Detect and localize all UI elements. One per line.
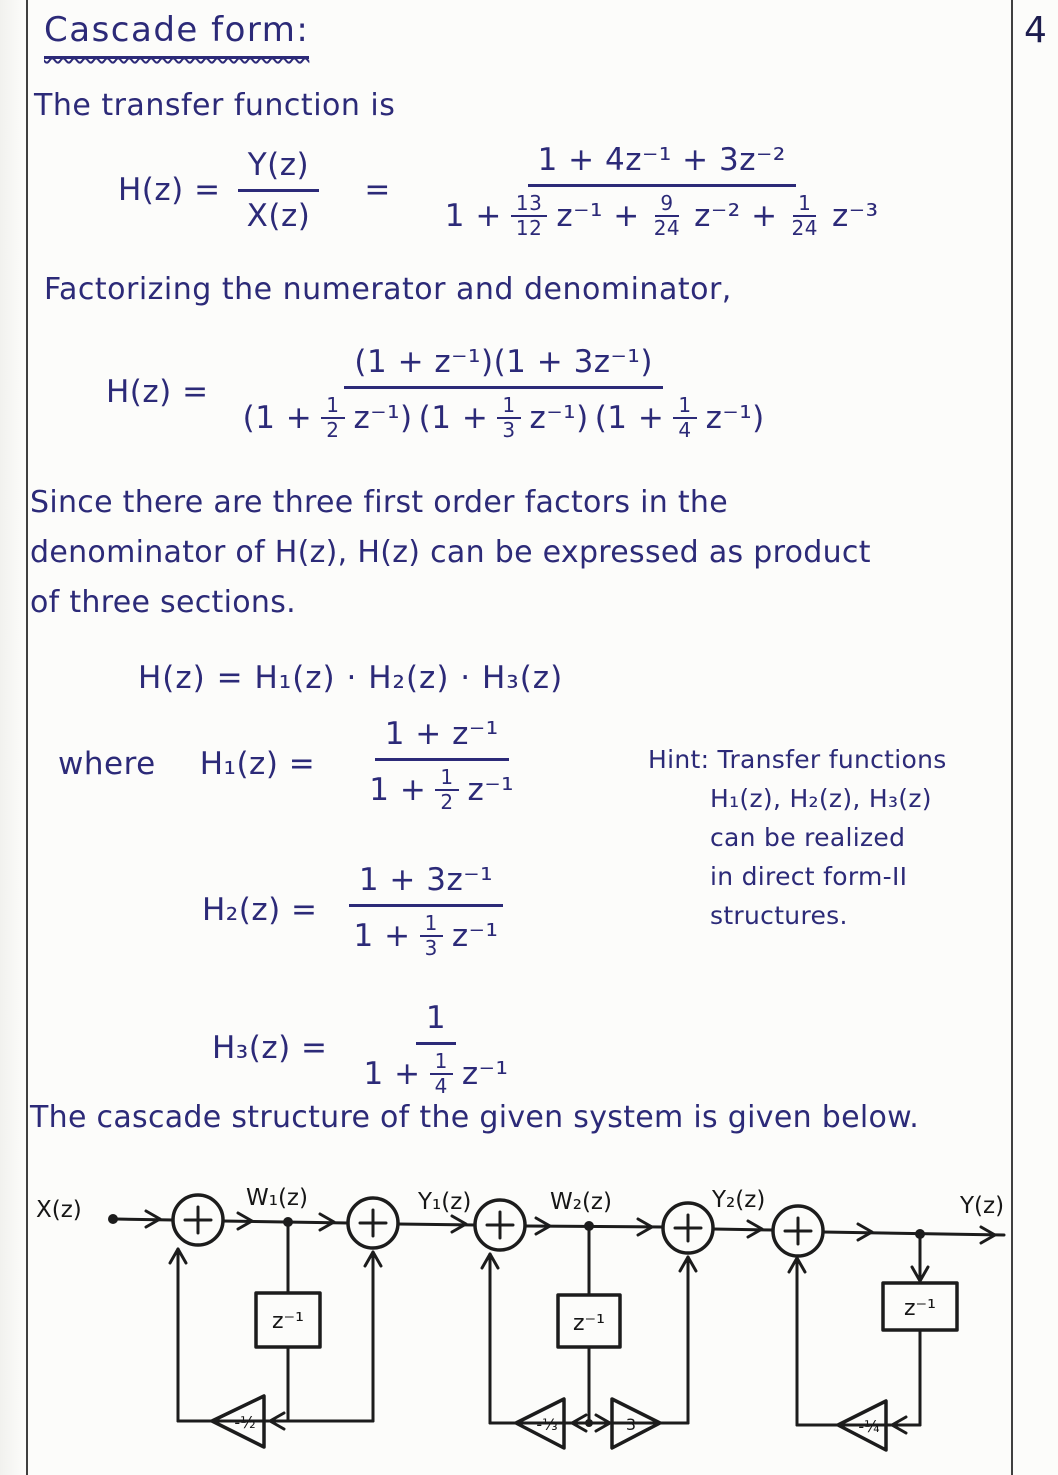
sfrac-den: 12 <box>515 216 543 240</box>
sfrac-den: 3 <box>424 936 438 960</box>
den-term: z⁻¹ <box>451 918 499 954</box>
den-fraction-1-4 <box>430 1051 453 1097</box>
h2-denominator <box>344 907 509 959</box>
ratio-y-over-x <box>237 145 321 234</box>
sfrac-den: 2 <box>326 418 340 442</box>
den-term: 1 + <box>444 198 502 234</box>
page-number: 4 <box>1024 10 1047 51</box>
equation-transfer-function <box>118 140 889 239</box>
delay-label-3: z⁻¹ <box>904 1296 936 1321</box>
sfrac-den: 2 <box>440 790 454 814</box>
explanation-paragraph <box>30 478 871 628</box>
den-fraction-1-3 <box>420 913 443 959</box>
input-node <box>108 1214 118 1224</box>
den-term: 1 + <box>369 772 427 808</box>
sfrac-num: 1 <box>673 395 696 419</box>
hint-line: H₁(z), H₂(z), H₃(z) <box>710 784 932 813</box>
den-term: z⁻¹ <box>461 1056 509 1092</box>
h3-fraction <box>354 998 519 1097</box>
delay-label-2: z⁻¹ <box>573 1311 605 1336</box>
den-fraction-1-2 <box>321 395 344 441</box>
sfrac-den: 24 <box>791 216 818 240</box>
adder-3 <box>475 1200 525 1250</box>
y1-signal-label: Y₁(z) <box>418 1189 472 1215</box>
hint-note <box>648 740 947 935</box>
adder-4 <box>663 1203 713 1253</box>
hint-line: in direct form-II <box>710 862 908 891</box>
ratio-numerator: Y(z) <box>238 145 319 192</box>
equation-factored <box>106 342 775 441</box>
den-term: (1 + <box>242 400 313 436</box>
den-term: z⁻¹) <box>529 400 589 436</box>
den-term: z⁻¹) <box>705 400 765 436</box>
den-term: (1 + <box>594 400 665 436</box>
hint-line: can be realized <box>710 823 906 852</box>
sfrac-den: 3 <box>502 418 516 442</box>
equals-sign: = <box>364 171 391 208</box>
den-fraction-1-2 <box>435 767 458 813</box>
h3-numerator: 1 <box>416 998 456 1045</box>
gain-label-3: 3 <box>625 1415 637 1434</box>
ratio-denominator: X(z) <box>246 198 311 234</box>
heading-cascade-form: Cascade form: <box>44 10 309 59</box>
plus-icon <box>487 1212 513 1238</box>
sfrac-den: 4 <box>434 1074 448 1098</box>
adder-5 <box>773 1206 823 1256</box>
sfrac-num: 1 <box>430 1051 453 1075</box>
den-term: 1 + <box>353 918 411 954</box>
adder-2 <box>348 1198 398 1248</box>
h2-numerator: 1 + 3z⁻¹ <box>349 860 503 907</box>
paragraph-line: of three sections. <box>30 585 296 620</box>
y2-signal-label: Y₂(z) <box>712 1187 766 1213</box>
equation-h3 <box>212 998 518 1097</box>
equation-product-form: H(z) = H₁(z) · H₂(z) · H₃(z) <box>138 660 564 696</box>
equation-h1 <box>58 714 524 813</box>
w1-signal-label: W₁(z) <box>246 1185 308 1211</box>
sfrac-num: 1 <box>435 767 458 791</box>
eq-factored-lhs: H(z) = <box>106 373 209 410</box>
delay-label-1: z⁻¹ <box>272 1309 304 1334</box>
plus-icon <box>360 1210 386 1236</box>
transfer-fraction <box>435 140 889 239</box>
den-term: z⁻³ <box>832 198 879 234</box>
sfrac-num: 1 <box>420 913 443 937</box>
sfrac-num: 9 <box>655 193 678 217</box>
h2-fraction <box>344 860 509 959</box>
gain-label-4: -¼ <box>858 1417 880 1436</box>
intro-line: The transfer function is <box>34 88 396 123</box>
w2-signal-label: W₂(z) <box>550 1189 612 1215</box>
factored-denominator <box>233 389 775 441</box>
sfrac-num: 13 <box>511 193 547 217</box>
den-term: z⁻¹ <box>467 772 515 808</box>
plus-icon <box>675 1215 701 1241</box>
den-fraction-1-4 <box>673 395 696 441</box>
den-term: z⁻¹ + <box>556 198 640 234</box>
closing-line: The cascade structure of the given system is given below. <box>30 1100 920 1135</box>
eq-main-lhs: H(z) = <box>118 171 221 208</box>
hint-line: Hint: Transfer functions <box>648 745 947 774</box>
paragraph-line: denominator of H(z), H(z) can be expressed as product <box>30 535 871 570</box>
sfrac-den: 4 <box>678 418 692 442</box>
den-term: 1 + <box>363 1056 421 1092</box>
equation-h2 <box>202 860 508 959</box>
gain-label-2: -⅓ <box>536 1415 558 1434</box>
where-label: where <box>58 745 156 782</box>
transfer-denominator <box>435 187 889 239</box>
hint-line: structures. <box>710 901 848 930</box>
paragraph-line: Since there are three first order factors in the <box>30 485 728 520</box>
den-fraction-9-24 <box>649 193 685 239</box>
sfrac-den: 24 <box>653 216 681 240</box>
den-fraction-13-12 <box>511 193 547 239</box>
output-signal-label: Y(z) <box>960 1193 1005 1219</box>
h1-numerator: 1 + z⁻¹ <box>375 714 509 761</box>
transfer-numerator: 1 + 4z⁻¹ + 3z⁻² <box>528 140 796 187</box>
factored-numerator: (1 + z⁻¹)(1 + 3z⁻¹) <box>344 342 663 389</box>
plus-icon <box>185 1207 211 1233</box>
plus-icon <box>785 1218 811 1244</box>
den-term: z⁻¹) <box>353 400 413 436</box>
input-signal-label: X(z) <box>36 1197 82 1223</box>
h3-denominator <box>354 1045 519 1097</box>
gain-label-1: -½ <box>234 1413 256 1432</box>
den-term: (1 + <box>418 400 489 436</box>
sfrac-num: 1 <box>321 395 344 419</box>
h1-lhs: H₁(z) = <box>199 745 316 782</box>
factorizing-line: Factorizing the numerator and denominator, <box>44 272 732 307</box>
sfrac-num: 1 <box>793 193 816 217</box>
section3-wires <box>789 1234 928 1433</box>
den-fraction-1-3 <box>497 395 520 441</box>
h1-fraction <box>359 714 524 813</box>
h3-lhs: H₃(z) = <box>212 1029 328 1066</box>
den-term: z⁻² + <box>694 198 778 234</box>
h2-lhs: H₂(z) = <box>202 891 318 928</box>
adder-1 <box>173 1195 223 1245</box>
h1-denominator <box>359 761 524 813</box>
factored-fraction <box>233 342 775 441</box>
cascade-structure-diagram <box>0 1165 1058 1475</box>
sfrac-num: 1 <box>497 395 520 419</box>
den-fraction-1-24 <box>787 193 823 239</box>
